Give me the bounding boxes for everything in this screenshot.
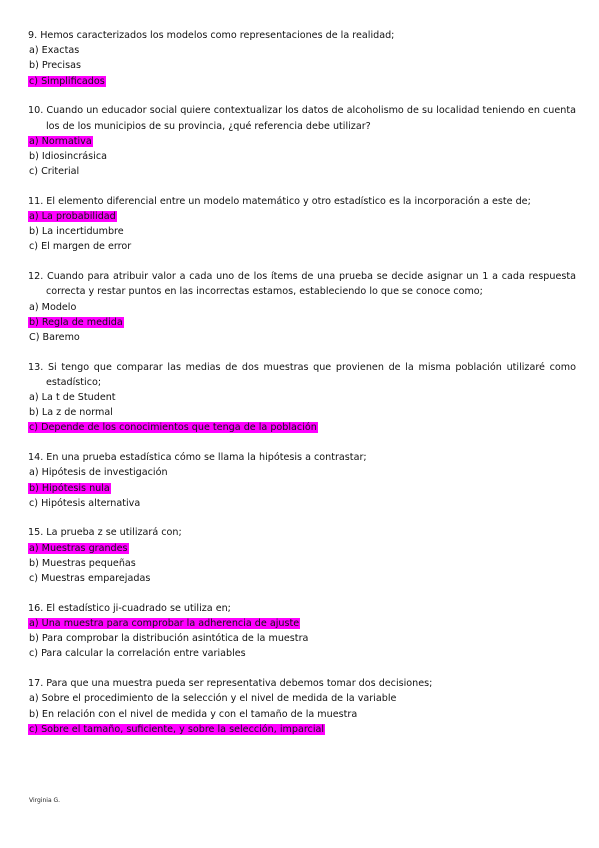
answer-option <box>28 390 576 405</box>
answer-option-correct <box>28 541 576 556</box>
question-block <box>28 525 576 586</box>
answer-option-text: a) Hipótesis de investigación <box>29 467 168 479</box>
answer-option <box>28 496 576 511</box>
answer-option-correct <box>28 616 576 631</box>
answer-option <box>28 164 576 179</box>
question-block <box>28 450 576 511</box>
answer-option <box>28 571 576 586</box>
answer-option <box>28 224 576 239</box>
answer-option <box>28 691 576 706</box>
question-stem: 10. Cuando un educador social quiere contextualizar los datos de alcoholismo de su localidad teniendo en cuenta los de los municipios de su provincia, ¿qué referencia debe utilizar? <box>28 105 576 132</box>
answer-option <box>28 58 576 73</box>
answer-option-text: a) Muestras grandes <box>29 542 128 554</box>
answer-option <box>28 646 576 661</box>
answer-option <box>28 465 576 480</box>
answer-option-text: b) Regla de medida <box>29 316 123 328</box>
answer-option-text: c) Criterial <box>29 166 80 178</box>
answer-option-text: b) Idiosincrásica <box>29 150 107 162</box>
answer-option-text: a) La probabilidad <box>29 211 116 223</box>
answer-option <box>28 707 576 722</box>
answer-option-correct <box>28 481 576 496</box>
answer-option-text: c) Depende de los conocimientos que tenga de la población <box>29 422 317 434</box>
answer-option-text: b) Hipótesis nula <box>29 482 110 494</box>
answer-option-text: b) La z de normal <box>29 407 113 419</box>
question-block <box>28 676 576 737</box>
answer-option-correct <box>28 209 576 224</box>
answer-option-text: c) Simplificados <box>29 75 105 87</box>
question-block <box>28 103 576 179</box>
question-stem: 17. Para que una muestra pueda ser representativa debemos tomar dos decisiones; <box>28 678 433 690</box>
question-stem: 15. La prueba z se utilizará con; <box>28 527 182 539</box>
answer-option <box>28 239 576 254</box>
answer-option-correct <box>28 722 576 737</box>
answer-option-text: c) Hipótesis alternativa <box>29 497 141 509</box>
page-footer: Virginia G. <box>29 797 61 804</box>
answer-option-correct <box>28 74 576 89</box>
answer-option <box>28 556 576 571</box>
question-stem: 9. Hemos caracterizados los modelos como representaciones de la realidad; <box>28 30 395 41</box>
answer-option-text: b) Para comprobar la distribución asintótica de la muestra <box>29 633 309 645</box>
answer-option-correct <box>28 420 576 435</box>
answer-option-text: b) Muestras pequeñas <box>29 557 136 569</box>
question-stem: 14. En una prueba estadística cómo se llama la hipótesis a contrastar; <box>28 452 367 464</box>
exam-document <box>28 28 576 751</box>
answer-option <box>28 149 576 164</box>
question-stem: 13. Si tengo que comparar las medias de dos muestras que provienen de la misma población utilizaré como estadístico; <box>28 361 576 388</box>
answer-option <box>28 43 576 58</box>
answer-option-text: b) En relación con el nivel de medida y con el tamaño de la muestra <box>29 708 358 720</box>
question-block <box>28 28 576 89</box>
answer-option-correct <box>28 315 576 330</box>
answer-option <box>28 300 576 315</box>
answer-option-text: c) Para calcular la correlación entre variables <box>29 648 246 660</box>
question-stem: 16. El estadístico ji-cuadrado se utiliza en; <box>28 602 231 614</box>
answer-option <box>28 330 576 345</box>
answer-option-text: a) Exactas <box>29 45 80 57</box>
answer-option <box>28 405 576 420</box>
answer-option-text: a) Modelo <box>29 301 77 313</box>
answer-option-text: a) Sobre el procedimiento de la selección y el nivel de medida de la variable <box>29 693 397 705</box>
answer-option-text: a) Una muestra para comprobar la adherencia de ajuste <box>29 618 300 629</box>
question-block <box>28 269 576 345</box>
question-block <box>28 194 576 255</box>
question-block <box>28 601 576 662</box>
answer-option-text: b) Precisas <box>29 60 81 72</box>
answer-option-correct <box>28 134 576 149</box>
answer-option-text: c) Sobre el tamaño, suficiente, y sobre la selección, imparcial <box>29 723 325 735</box>
answer-option-text: C) Baremo <box>29 331 80 343</box>
question-stem: 11. El elemento diferencial entre un modelo matemático y otro estadístico es la incorporación a este de; <box>28 195 531 207</box>
answer-option-text: a) Normativa <box>29 135 92 147</box>
answer-option-text: c) El margen de error <box>29 241 132 253</box>
answer-option-text: b) La incertidumbre <box>29 226 124 238</box>
answer-option <box>28 631 576 646</box>
question-stem: 12. Cuando para atribuir valor a cada uno de los ítems de una prueba se decide asignar un 1 a cada respuesta correcta y restar puntos en las incorrectas estamos, estableciendo lo que se conoce como; <box>28 271 576 298</box>
question-block <box>28 360 576 436</box>
answer-option-text: a) La t de Student <box>29 392 116 404</box>
answer-option-text: c) Muestras emparejadas <box>29 573 151 585</box>
